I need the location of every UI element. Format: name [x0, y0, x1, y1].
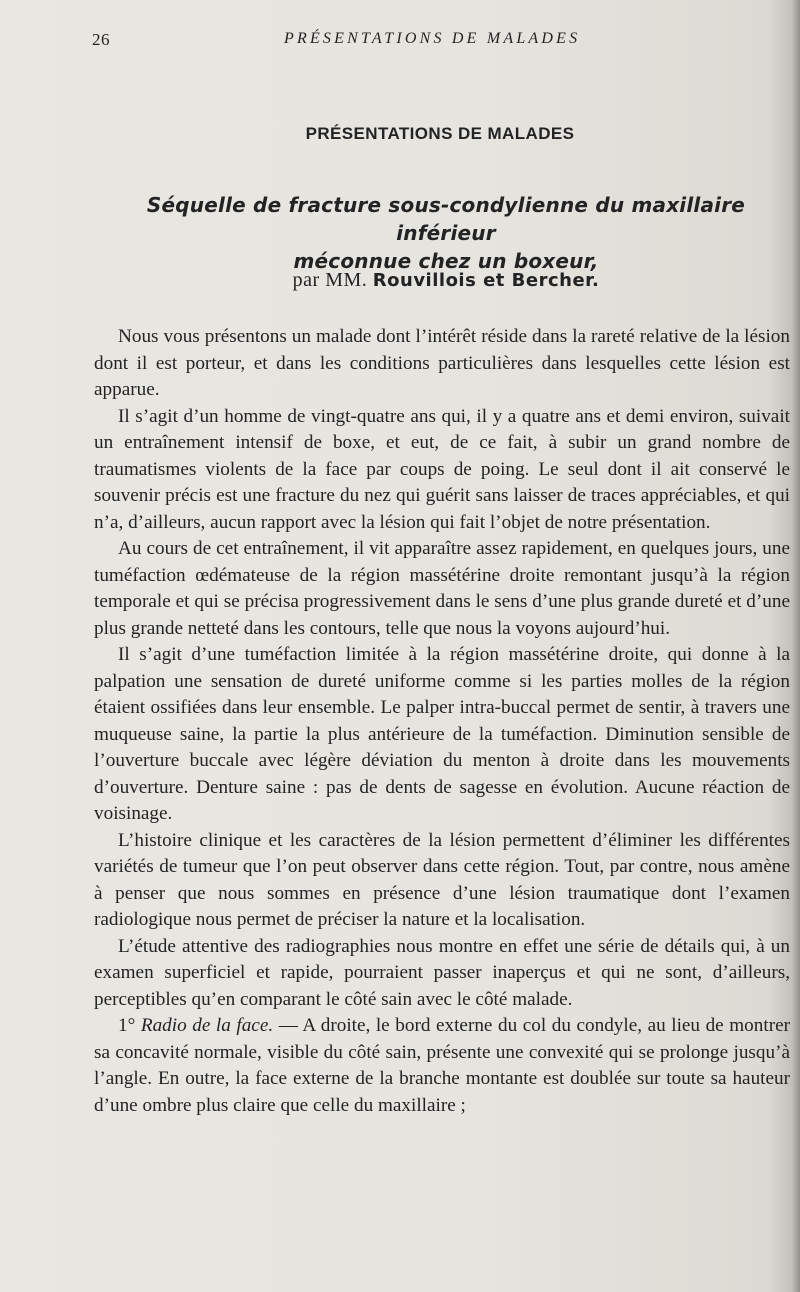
- article-authors: [94, 269, 798, 292]
- page-edge-shadow: [792, 0, 800, 1292]
- article-title-line-1: Séquelle de fracture sous-condylienne du maxillaire inférieur: [146, 193, 746, 245]
- paragraph-7-text: — A droite, le bord externe du col du condyle, au lieu de montrer sa concavité normale, visible du côté sain, présente une convexité qui se prolonge jusqu’à l’angle. En outre, la face externe de la branche montante est doublée sur toute sa hauteur d’une ombre plus claire que celle du maxillaire ;: [94, 1015, 790, 1116]
- section-title: PRÉSENTATIONS DE MALADES: [305, 124, 575, 143]
- article-body: [94, 324, 790, 1119]
- paragraph-7: [94, 1013, 790, 1119]
- running-header: [92, 30, 792, 54]
- article-title-line-2: méconnue chez un boxeur,: [293, 249, 599, 273]
- authors-prefix: par MM.: [292, 269, 368, 291]
- page-number: 26: [92, 30, 110, 49]
- paragraph-1: Nous vous présentons un malade dont l’intérêt réside dans la rareté relative de la lésion dont il est porteur, et dans les conditions particulières dans lesquelles cette lésion est apparue.: [94, 326, 790, 400]
- authors-names: Rouvillois et Bercher.: [372, 270, 600, 291]
- paragraph-2: Il s’agit d’un homme de vingt-quatre ans qui, il y a quatre ans et demi environ, suivait un entraînement intensif de boxe, et eut, de ce fait, à subir un grand nombre de traumatismes violents de la face par coups de poing. Le seul dont il ait conservé le souvenir précis est une fracture du nez qui guérit sans laisser de traces appréciables, et qui n’a, d’ailleurs, aucun rapport avec la lésion qui fait l’objet de notre présentation.: [94, 405, 790, 533]
- paragraph-3: Au cours de cet entraînement, il vit apparaître assez rapidement, en quelques jours, une tuméfaction œdémateuse de la région massétérine droite remontant jusqu’à la région temporale et qui se précisa progressivement dans le sens d’une plus grande dureté et d’une plus grande netteté dans les contours, telle que nous la voyons aujourd’hui.: [94, 538, 790, 639]
- paragraph-7-number: 1°: [118, 1015, 136, 1036]
- article-title: [94, 191, 798, 275]
- paragraph-7-heading: Radio de la face.: [140, 1015, 274, 1036]
- paragraph-5: L’histoire clinique et les caractères de la lésion permettent d’éliminer les différentes variétés de tumeur que l’on peut observer dans cette région. Tout, par contre, nous amène à penser que nous sommes en présence d’une lésion traumatique dont l’examen radiologique nous permet de préciser la nature et la localisation.: [94, 829, 790, 930]
- running-title: PRÉSENTATIONS DE MALADES: [284, 30, 581, 47]
- paragraph-4: Il s’agit d’une tuméfaction limitée à la région massétérine droite, qui donne à la palpation une sensation de dureté uniforme comme si les parties molles de la région étaient ossifiées dans leur ensemble. Le palper intra-buccal permet de sentir, à travers une muqueuse saine, la partie la plus antérieure de la tuméfaction. Diminution sensible de l’ouverture buccale avec légère déviation du menton à droite dans les mouvements d’ouverture. Denture saine : pas de dents de sagesse en évolution. Aucune réaction de voisinage.: [94, 644, 790, 824]
- paragraph-6: L’étude attentive des radiographies nous montre en effet une série de détails qui, à un examen superficiel et rapide, pourraient passer inaperçus et qui ne sont, d’ailleurs, perceptibles qu’en comparant le côté sain avec le côté malade.: [94, 935, 790, 1010]
